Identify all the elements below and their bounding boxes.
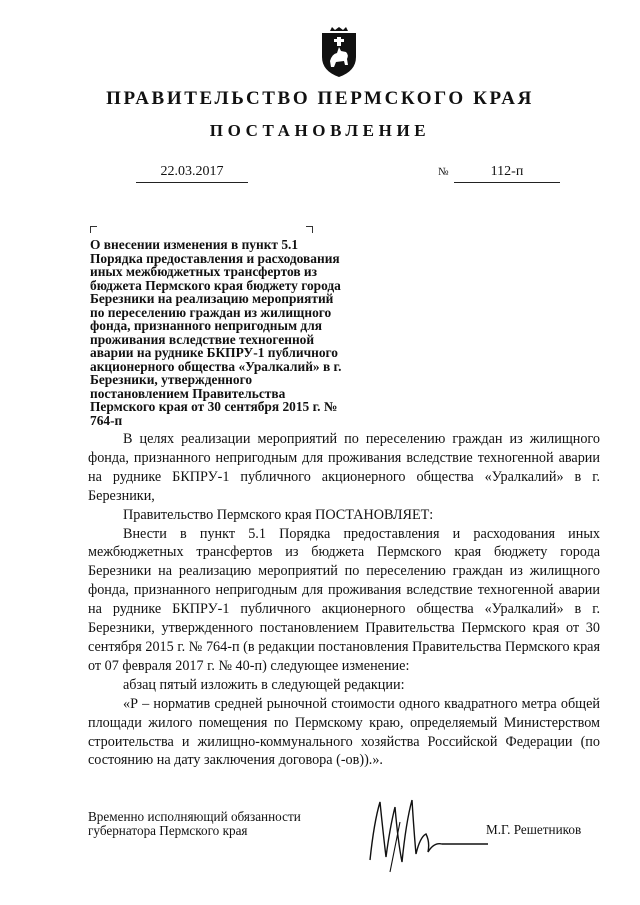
signatory-role: Временно исполняющий обязанности губернатора Пермского края — [88, 809, 301, 838]
document-subject: О внесении изменения в пункт 5.1 Порядка предоставления и расходования иных межбюджетных трансфертов из бюджета Пермского края бюджету города Березники на реализацию мероприятий по переселению граждан из жилищного фонда, признанного непригодным для проживания вследствие техногенной аварии на руднике БКПРУ-1 публичного акционерного общества «Уралкалий» в г. Березники, утвержденного постановлением Правительства Пермского края от 30 сентября 2015 г. № 764-п — [90, 237, 342, 428]
subject-corner-right — [306, 226, 313, 233]
number-field — [454, 163, 560, 183]
body-paragraph-resolves: Правительство Пермского края ПОСТАНОВЛЯЕТ: — [123, 506, 434, 523]
document-type: ПОСТАНОВЛЕНИЕ — [209, 121, 431, 140]
government-title: ПРАВИТЕЛЬСТВО ПЕРМСКОГО КРАЯ — [106, 88, 534, 109]
handwritten-signature-icon — [350, 782, 490, 882]
number-sign: № — [438, 166, 449, 178]
body-paragraph-new-text: «Р – норматив средней рыночной стоимости одного квадратного метра общей площади жилого помещения по Пермскому краю, определяемый Министерством строительства и жилищно-коммунального хозяйства Российской Федерации (по состоянию на дату заключения договора (-ов)).». — [88, 695, 600, 769]
body-paragraph-purpose: В целях реализации мероприятий по переселению граждан из жилищного фонда, признанного непригодным для проживания вследствие техногенной аварии на руднике БКПРУ-1 публичного акционерного общества «Уралкалий» в г. Березники, — [88, 431, 600, 504]
subject-corner-left — [90, 226, 97, 233]
signatory-name: М.Г. Решетников — [486, 822, 582, 837]
document-number: 112-п — [490, 164, 524, 179]
date-field — [136, 163, 248, 183]
coat-of-arms-icon — [318, 27, 360, 79]
body-paragraph-instruction: абзац пятый изложить в следующей редакции: — [123, 676, 405, 693]
body-paragraph-amendment: Внести в пункт 5.1 Порядка предоставления и расходования иных межбюджетных трансфертов из бюджета Пермского края бюджету города Березники на реализацию мероприятий по переселению граждан из жилищного фонда, признанного непригодным для проживания вследствие техногенной аварии на руднике БКПРУ-1 публичного акционерного общества «Уралкалий» в г. Березники, утвержденного постановлением Правительства Пермского края от 30 сентября 2015 г. № 764-п (в редакции постановления Правительства Пермского края от 07 февраля 2017 г. № 40-п) следующее изменение: — [88, 525, 600, 674]
document-body — [88, 430, 600, 770]
document-date: 22.03.2017 — [160, 164, 224, 179]
